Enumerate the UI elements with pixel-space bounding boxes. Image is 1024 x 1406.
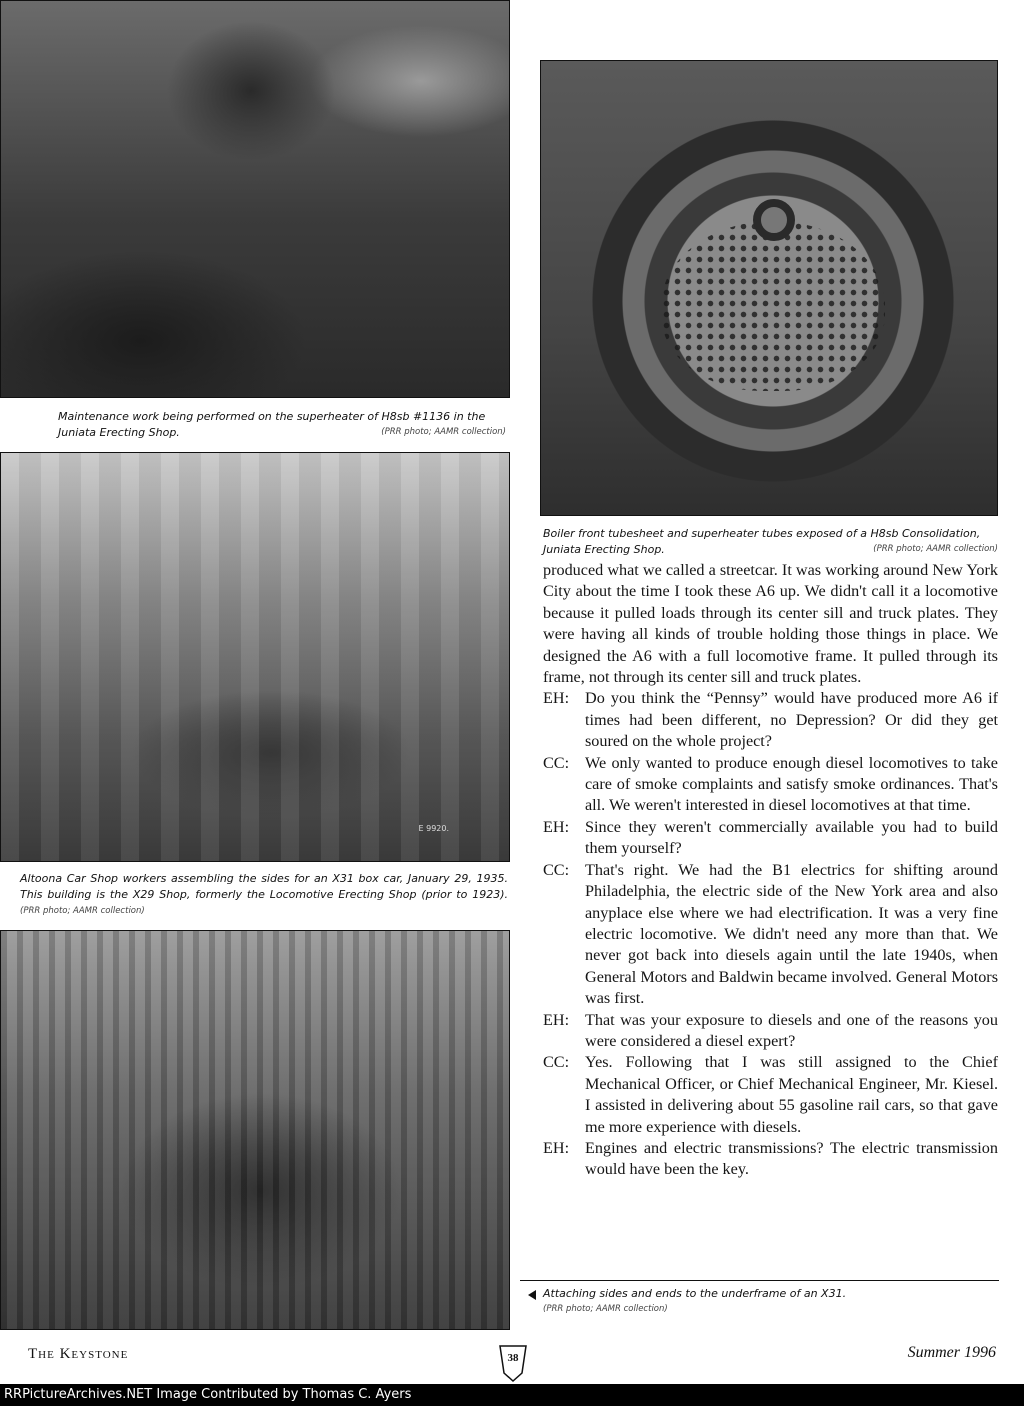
interview-exchange	[543, 817, 998, 860]
photo-superheater-maintenance	[0, 0, 510, 398]
interview-exchange	[543, 753, 998, 817]
archive-banner: RRPictureArchives.NET Image Contributed by Thomas C. Ayers	[0, 1384, 1024, 1406]
caption-text: Attaching sides and ends to the underframe of an X31.	[543, 1287, 847, 1300]
photo-credit: (PRR photo; AAMR collection)	[20, 906, 145, 916]
speaker-label: CC:	[543, 753, 570, 772]
interview-exchange	[543, 860, 998, 1010]
caption-underframe	[529, 1286, 999, 1317]
photo-credit: (PRR photo; AAMR collection)	[543, 1303, 668, 1314]
caption-tubesheet	[543, 526, 998, 557]
photo-boiler-tubesheet	[540, 60, 998, 516]
caption-car-shop	[20, 871, 508, 920]
caption-text: Boiler front tubesheet and superheater tubes exposed of a H8sb Consolidation, Juniata Erecting Shop.	[543, 527, 981, 556]
speaker-label: EH:	[543, 689, 570, 708]
speaker-label: EH:	[543, 817, 570, 836]
interview-lead-paragraph: produced what we called a streetcar. It was working around New York City about the time I took these A6 up. We didn't call it a locomotive because it pulled loads through its center sill and truck plates. They were having all kinds of trouble holding those things in place. We designed the A6 with a full locomotive frame. It pulled through its frame, not through its center sill and truck plates.	[543, 561, 998, 687]
exchange-text: Since they weren't commercially available you had to build them yourself?	[585, 817, 998, 858]
exchange-text: Yes. Following that I was still assigned to the Chief Mechanical Officer, or Chief Mechanical Engineer, Mr. Kiesel. I assisted in delivering about 55 gasoline rail cars, so that gave me more experience with diesels.	[585, 1053, 998, 1136]
photo-car-shop-workers	[0, 452, 510, 862]
photo-underframe-assembly	[0, 930, 510, 1330]
interview-exchange	[543, 1052, 998, 1138]
exchange-text: That's right. We had the B1 electrics for shifting around Philadelphia, the electric side of the New York area and also anyplace else where we had electrification. It was a very fine electric locomotive. We didn't need any more than that. We never got back into diesels again until the late 1940s, when General Motors and Baldwin became involved. General Motors was first.	[585, 860, 998, 1008]
exchange-text: Engines and electric transmissions? The electric transmission would have been the key.	[585, 1138, 998, 1179]
caption-text: Maintenance work being performed on the superheater of H8sb #1136 in the Juniata Erecting Shop.	[58, 410, 486, 439]
speaker-label: EH:	[543, 1138, 570, 1157]
steam-pipe-ring	[753, 199, 795, 241]
caption-text: Altoona Car Shop workers assembling the sides for an X31 box car, January 29, 1935. This building is the X29 Shop, formerly the Locomotive Erecting Shop (prior to 1923).	[20, 872, 508, 901]
interview-text	[543, 560, 998, 1181]
publication-title: The Keystone	[28, 1346, 129, 1362]
exchange-text: Do you think the “Pennsy” would have produced more A6 if times had been different, no Depression? Or did they get soured on the whole project?	[585, 689, 998, 751]
caption-superheater	[58, 409, 506, 440]
interview-exchange	[543, 1010, 998, 1053]
page-number: 38	[507, 1352, 519, 1364]
caption-divider	[520, 1280, 999, 1281]
speaker-label: CC:	[543, 1053, 570, 1072]
exchange-text: That was your exposure to diesels and one of the reasons you were considered a diesel expert?	[585, 1010, 998, 1050]
interview-exchange	[543, 1138, 998, 1181]
speaker-label: CC:	[543, 860, 570, 879]
interview-exchange	[543, 688, 998, 752]
tubesheet-holes	[661, 221, 885, 391]
issue-date: Summer 1996	[907, 1344, 996, 1361]
speaker-label: EH:	[543, 1010, 570, 1029]
photo-credit: (PRR photo; AAMR collection)	[381, 426, 506, 437]
exchange-text: We only wanted to produce enough diesel locomotives to take care of smoke complaints and satisfy smoke ordinances. That's all. We weren't interested in diesel locomotives at that time.	[585, 753, 998, 815]
negative-id: E 9920.	[418, 824, 449, 833]
photo-credit: (PRR photo; AAMR collection)	[873, 543, 998, 554]
